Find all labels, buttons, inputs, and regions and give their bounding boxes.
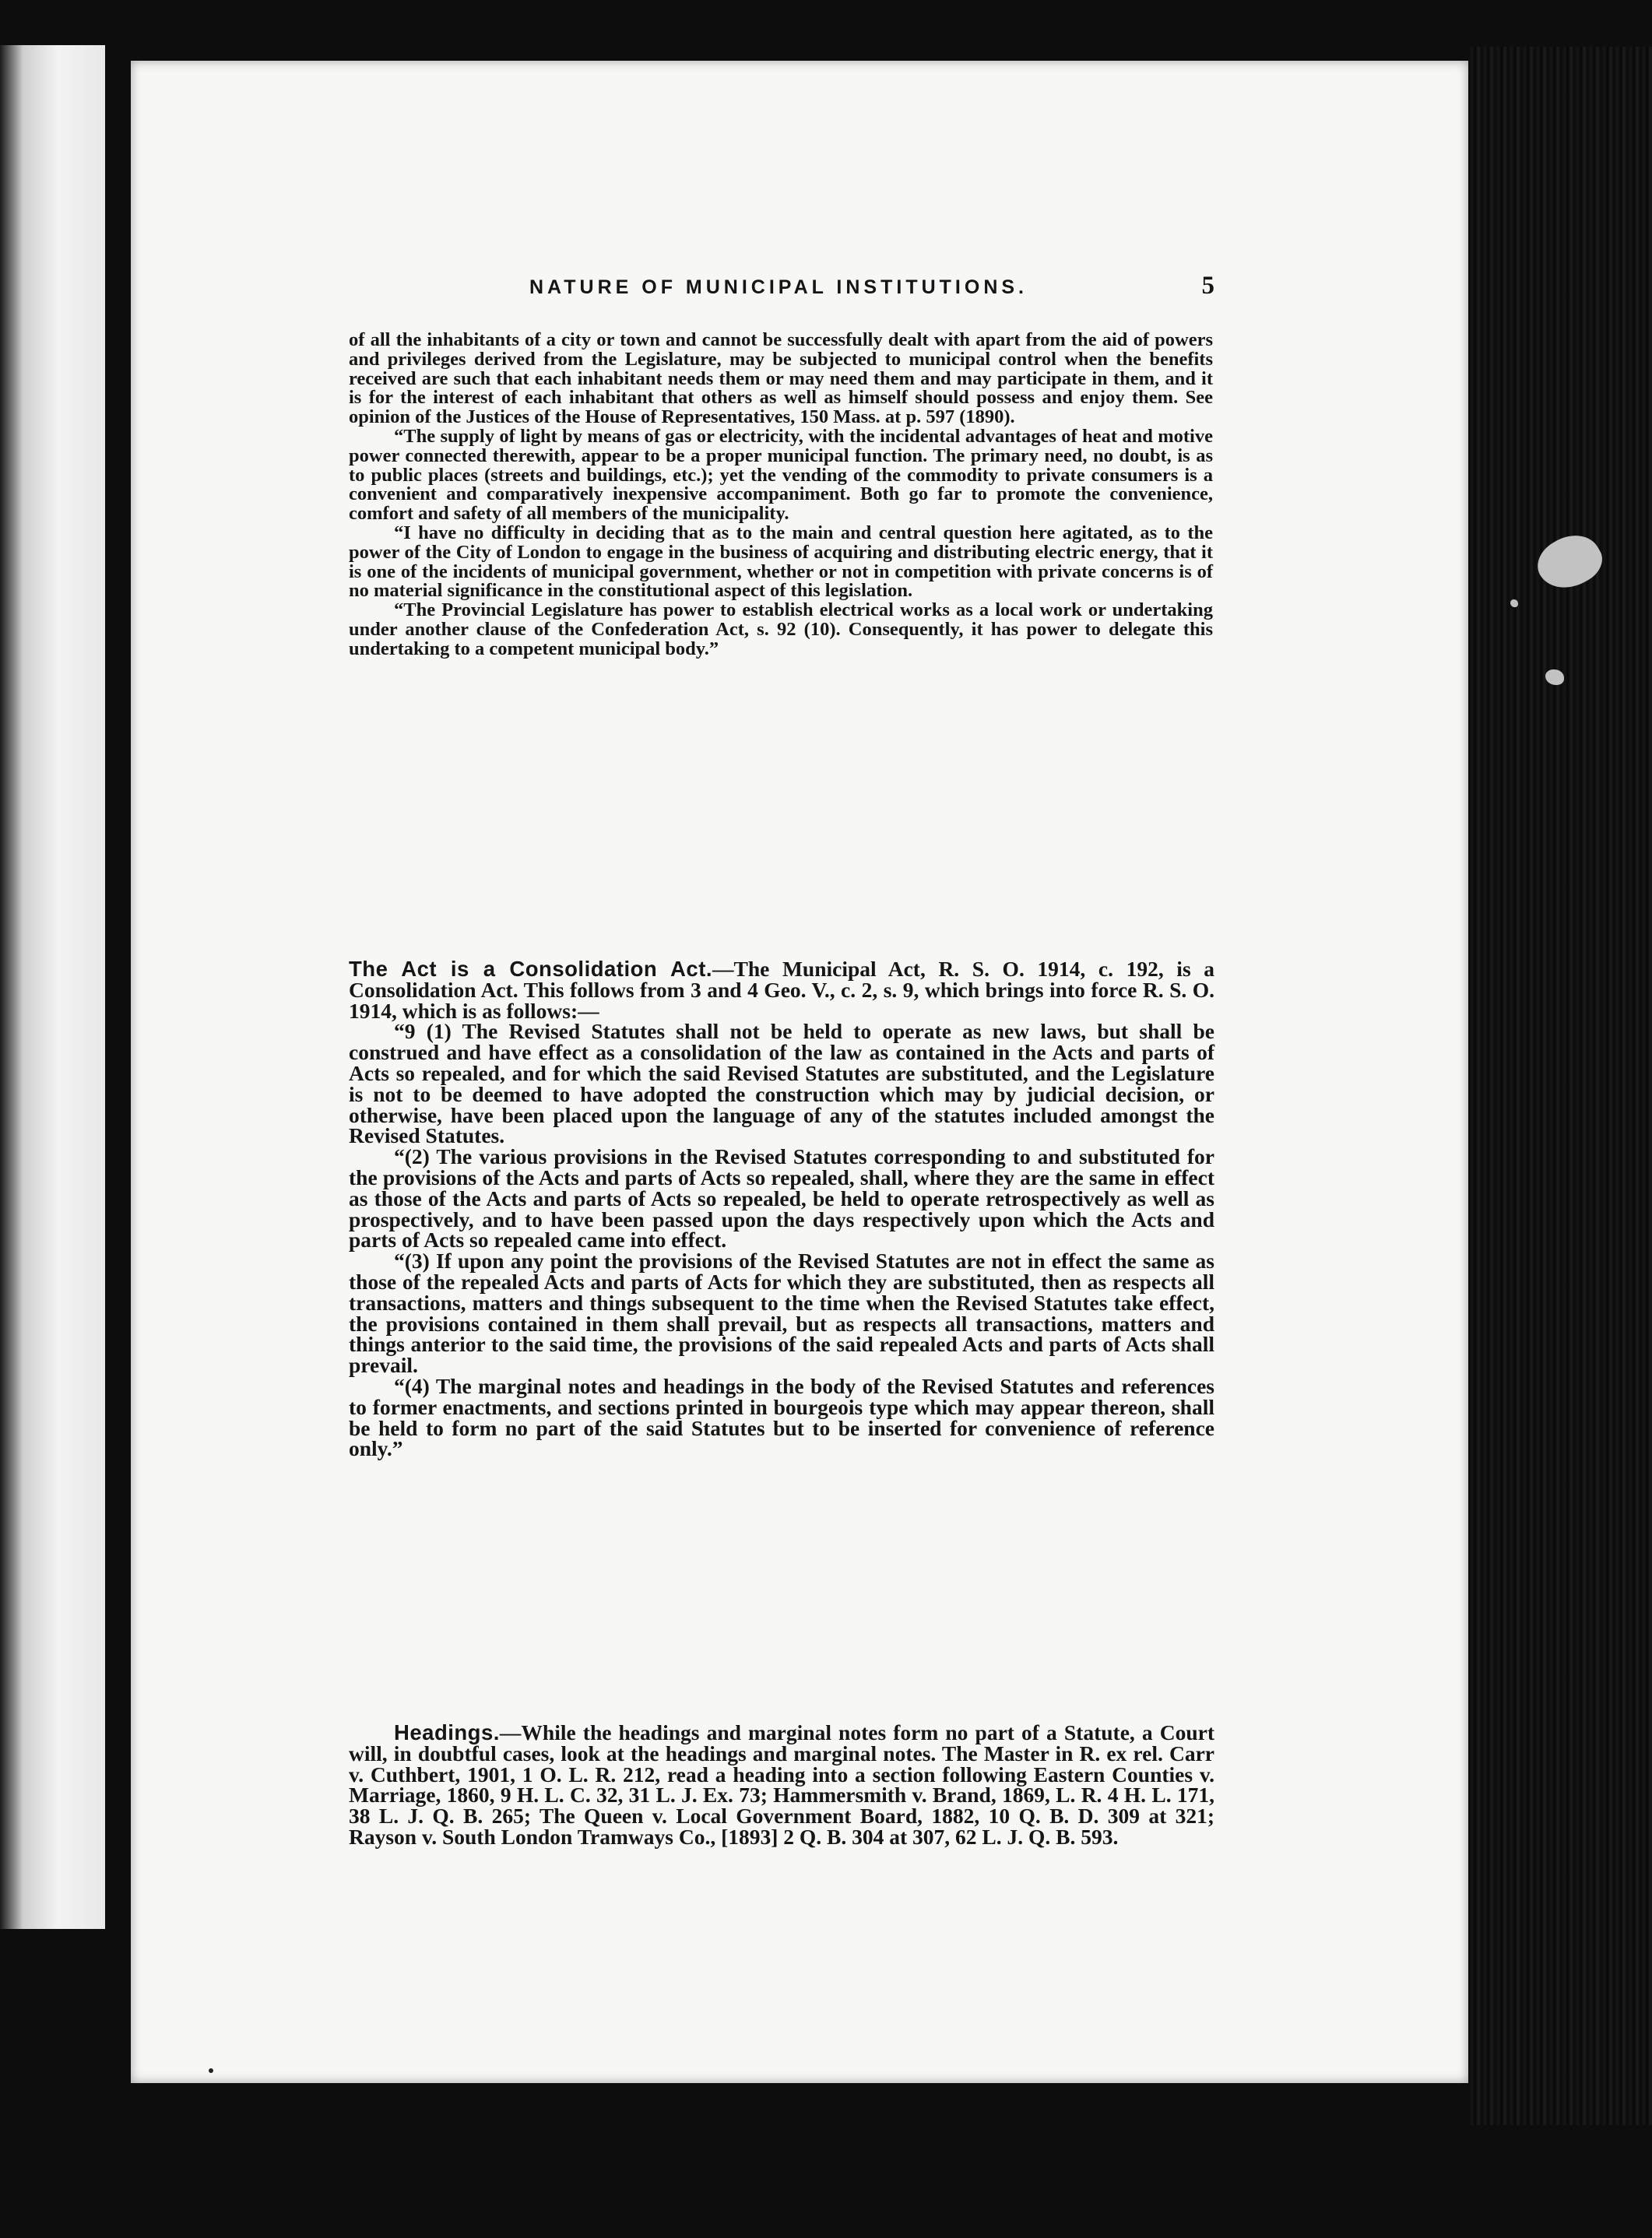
- quotation-paragraph: “The supply of light by means of gas or electricity, with the incidental advantages of heat and motive power connected therewith, appear to be a proper municipal function. The primary need, no doubt, is as to public places (streets and buildings, etc.); yet the vending of the commodity to private consumers is a convenient and comparatively inexpensive accompaniment. Both go far to promote the convenience, comfort and safety of all members of the municipality.: [349, 425, 1213, 525]
- ink-speck: [209, 2068, 213, 2073]
- section-consolidation-act: [349, 959, 1214, 1460]
- quotation-paragraph: of all the inhabitants of a city or town and cannot be successfully dealt with apart from the aid of powers and privileges derived from the Legislature, may be subjected to municipal control when the benefits received are such that each inhabitant needs them or may need them and may participate in them, and it is for the interest of each inhabitant that others as well as himself should possess and enjoy them. See opinion of the Justices of the House of Representatives, 150 Mass. at p. 597 (1890).: [349, 329, 1213, 428]
- facing-page-edge: [0, 45, 105, 1929]
- running-head: NATURE OF MUNICIPAL INSTITUTIONS.: [529, 276, 1028, 298]
- section-intro-text: —The Municipal Act, R. S. O. 1914, c. 192, is a Consolidation Act. This follows from 3 and 4 Geo. V., c. 2, s. 9, which brings into force R. S. O. 1914, which is as follows:—: [349, 957, 1215, 1023]
- book-fore-edge: [1468, 47, 1652, 2125]
- statute-subsection: “9 (1) The Revised Statutes shall not be held to operate as new laws, but shall be construed and have effect as a consolidation of the law as contained in the Acts and parts of Acts so repealed, and for which the said Revised Statutes are substituted, and the Legislature is not to be deemed to have adopted the construction which may by judicial decision, or otherwise, have been placed upon the language of any of the statutes included amongst the Revised Statutes.: [349, 1019, 1214, 1148]
- quotation-paragraph: “I have no difficulty in deciding that as to the main and central question here agitated, as to the power of the City of London to engage in the business of acquiring and distributing electric energy, that it is one of the incidents of municipal government, whether or not in competition with private concerns is of no material significance in the constitutional aspect of this legislation.: [349, 522, 1213, 602]
- paper-stain: [1510, 599, 1518, 607]
- section-intro: [349, 959, 1214, 1021]
- quotation-paragraph: “The Provincial Legislature has power to establish electrical works as a local work or undertaking under another clause of the Confederation Act, s. 92 (10). Consequently, it has power to delegate this undertaking to a competent municipal body.”: [349, 599, 1213, 659]
- section-body-text: —While the headings and marginal notes form no part of a Statute, a Court will, in doubtful cases, look at the headings and marginal notes. The Master in R. ex rel. Carr v. Cuthbert, 1901, 1 O. L. R. 212, read a heading into a section following Eastern Counties v. Marriage, 1860, 9 H. L. C. 32, 31 L. J. Ex. 73; Hammersmith v. Brand, 1869, L. R. 4 H. L. 171, 38 L. J. Q. B. 265; The Queen v. Local Government Board, 1882, 10 Q. B. D. 309 at 321; Rayson v. South London Tramways Co., [1893] 2 Q. B. 304 at 307, 62 L. J. Q. B. 593.: [349, 1720, 1214, 1849]
- statute-subsection: “(3) If upon any point the provisions of the Revised Statutes are not in effect the same as those of the repealed Acts and parts of Acts for which they are substituted, then as respects all transactions, matters and things subsequent to the time when the Revised Statutes take effect, the provisions contained in them shall prevail, but as respects all transactions, matters and things anterior to the said time, the provisions of the said repealed Acts and parts of Acts shall prevail.: [349, 1249, 1214, 1378]
- page-number: 5: [1201, 272, 1214, 300]
- statute-subsection: “(2) The various provisions in the Revised Statutes corresponding to and substituted for the provisions of the Acts and parts of Acts so repealed, shall, where they are the same in effect as those of the Acts and parts of Acts so repealed, be held to operate retrospectively as well as prospectively, and to have been passed upon the days respectively upon which the Acts and parts of Acts so repealed came into effect.: [349, 1144, 1214, 1253]
- quotation-continued: [349, 331, 1213, 659]
- section-body: [349, 1720, 1214, 1849]
- section-heading: The Act is a Consolidation Act.: [349, 957, 712, 981]
- statute-subsection: “(4) The marginal notes and headings in the body of the Revised Statutes and references to former enactments, and sections printed in bourgeois type which may appear thereon, shall be held to form no part of the said Statutes but to be inserted for convenience of reference only.”: [349, 1373, 1214, 1461]
- section-heading: Headings.: [394, 1720, 500, 1744]
- paper-stain: [1545, 669, 1564, 685]
- section-headings: [349, 1720, 1214, 1849]
